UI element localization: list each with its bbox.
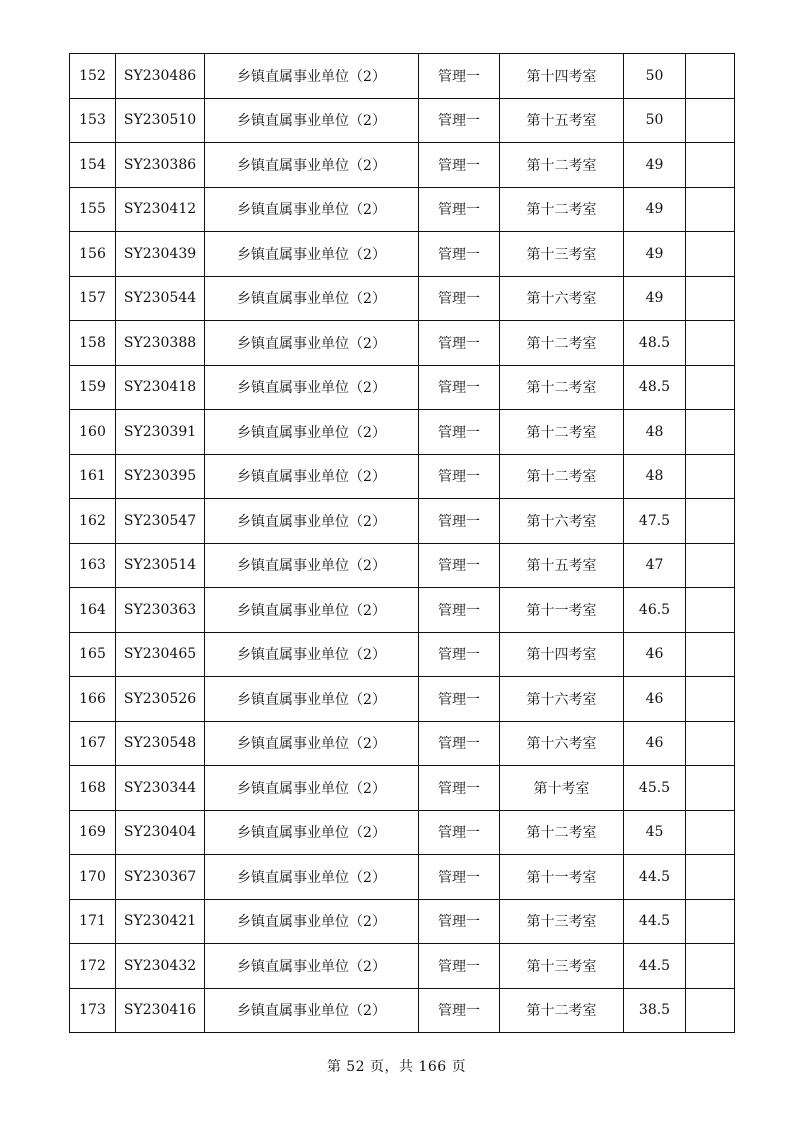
cell-seq: 165 bbox=[70, 632, 116, 677]
cell-position: 管理一 bbox=[419, 276, 500, 321]
cell-note bbox=[686, 54, 735, 99]
cell-exam-room: 第十二考室 bbox=[500, 988, 624, 1033]
cell-exam-id: SY230547 bbox=[116, 499, 205, 544]
cell-position: 管理一 bbox=[419, 143, 500, 188]
table-row bbox=[70, 54, 735, 99]
cell-note bbox=[686, 410, 735, 455]
cell-position: 管理一 bbox=[419, 98, 500, 143]
cell-note bbox=[686, 588, 735, 633]
cell-score: 46 bbox=[624, 677, 686, 722]
cell-score: 49 bbox=[624, 276, 686, 321]
cell-exam-id: SY230544 bbox=[116, 276, 205, 321]
cell-exam-id: SY230363 bbox=[116, 588, 205, 633]
cell-seq: 153 bbox=[70, 98, 116, 143]
cell-note bbox=[686, 187, 735, 232]
cell-unit: 乡镇直属事业单位（2） bbox=[205, 365, 419, 410]
cell-note bbox=[686, 276, 735, 321]
table-row bbox=[70, 232, 735, 277]
cell-note bbox=[686, 944, 735, 989]
cell-exam-id: SY230386 bbox=[116, 143, 205, 188]
cell-seq: 157 bbox=[70, 276, 116, 321]
cell-unit: 乡镇直属事业单位（2） bbox=[205, 143, 419, 188]
cell-exam-id: SY230418 bbox=[116, 365, 205, 410]
cell-unit: 乡镇直属事业单位（2） bbox=[205, 321, 419, 366]
table-row bbox=[70, 588, 735, 633]
table-row bbox=[70, 988, 735, 1033]
cell-position: 管理一 bbox=[419, 810, 500, 855]
cell-position: 管理一 bbox=[419, 766, 500, 811]
cell-score: 45.5 bbox=[624, 766, 686, 811]
table-row bbox=[70, 632, 735, 677]
cell-unit: 乡镇直属事业单位（2） bbox=[205, 98, 419, 143]
cell-exam-id: SY230421 bbox=[116, 899, 205, 944]
cell-score: 48 bbox=[624, 454, 686, 499]
cell-seq: 167 bbox=[70, 721, 116, 766]
cell-position: 管理一 bbox=[419, 54, 500, 99]
cell-exam-id: SY230395 bbox=[116, 454, 205, 499]
cell-note bbox=[686, 232, 735, 277]
cell-unit: 乡镇直属事业单位（2） bbox=[205, 810, 419, 855]
table-row bbox=[70, 499, 735, 544]
cell-exam-room: 第十考室 bbox=[500, 766, 624, 811]
cell-score: 46 bbox=[624, 632, 686, 677]
cell-score: 48 bbox=[624, 410, 686, 455]
cell-position: 管理一 bbox=[419, 499, 500, 544]
cell-score: 49 bbox=[624, 232, 686, 277]
cell-note bbox=[686, 988, 735, 1033]
table-row bbox=[70, 321, 735, 366]
table-row bbox=[70, 766, 735, 811]
cell-unit: 乡镇直属事业单位（2） bbox=[205, 54, 419, 99]
cell-exam-id: SY230465 bbox=[116, 632, 205, 677]
table-row bbox=[70, 899, 735, 944]
cell-position: 管理一 bbox=[419, 632, 500, 677]
cell-position: 管理一 bbox=[419, 543, 500, 588]
cell-exam-room: 第十一考室 bbox=[500, 588, 624, 633]
cell-note bbox=[686, 721, 735, 766]
cell-note bbox=[686, 766, 735, 811]
cell-exam-room: 第十二考室 bbox=[500, 143, 624, 188]
cell-position: 管理一 bbox=[419, 855, 500, 900]
cell-note bbox=[686, 143, 735, 188]
cell-exam-room: 第十六考室 bbox=[500, 499, 624, 544]
cell-score: 38.5 bbox=[624, 988, 686, 1033]
cell-unit: 乡镇直属事业单位（2） bbox=[205, 721, 419, 766]
cell-exam-room: 第十五考室 bbox=[500, 98, 624, 143]
cell-score: 50 bbox=[624, 54, 686, 99]
cell-exam-room: 第十四考室 bbox=[500, 54, 624, 99]
cell-seq: 162 bbox=[70, 499, 116, 544]
cell-score: 49 bbox=[624, 143, 686, 188]
cell-exam-id: SY230404 bbox=[116, 810, 205, 855]
cell-unit: 乡镇直属事业单位（2） bbox=[205, 187, 419, 232]
cell-unit: 乡镇直属事业单位（2） bbox=[205, 276, 419, 321]
cell-note bbox=[686, 98, 735, 143]
cell-exam-id: SY230514 bbox=[116, 543, 205, 588]
cell-exam-id: SY230367 bbox=[116, 855, 205, 900]
cell-unit: 乡镇直属事业单位（2） bbox=[205, 499, 419, 544]
table-row bbox=[70, 721, 735, 766]
cell-position: 管理一 bbox=[419, 988, 500, 1033]
table-row bbox=[70, 98, 735, 143]
table-row bbox=[70, 143, 735, 188]
cell-position: 管理一 bbox=[419, 454, 500, 499]
cell-position: 管理一 bbox=[419, 232, 500, 277]
table-row bbox=[70, 944, 735, 989]
table-row bbox=[70, 276, 735, 321]
cell-exam-room: 第十六考室 bbox=[500, 677, 624, 722]
cell-exam-id: SY230416 bbox=[116, 988, 205, 1033]
page-footer: 第 52 页，共 166 页 bbox=[326, 1059, 467, 1075]
table-row bbox=[70, 454, 735, 499]
cell-score: 47.5 bbox=[624, 499, 686, 544]
cell-seq: 154 bbox=[70, 143, 116, 188]
table-row bbox=[70, 187, 735, 232]
table-row bbox=[70, 855, 735, 900]
cell-score: 44.5 bbox=[624, 899, 686, 944]
cell-exam-room: 第十二考室 bbox=[500, 454, 624, 499]
table-row bbox=[70, 410, 735, 455]
cell-score: 48.5 bbox=[624, 365, 686, 410]
cell-exam-id: SY230548 bbox=[116, 721, 205, 766]
cell-exam-room: 第十五考室 bbox=[500, 543, 624, 588]
cell-unit: 乡镇直属事业单位（2） bbox=[205, 944, 419, 989]
cell-exam-room: 第十六考室 bbox=[500, 721, 624, 766]
cell-seq: 170 bbox=[70, 855, 116, 900]
cell-position: 管理一 bbox=[419, 365, 500, 410]
cell-score: 46.5 bbox=[624, 588, 686, 633]
cell-exam-room: 第十二考室 bbox=[500, 810, 624, 855]
cell-seq: 164 bbox=[70, 588, 116, 633]
table-row bbox=[70, 543, 735, 588]
cell-unit: 乡镇直属事业单位（2） bbox=[205, 899, 419, 944]
cell-seq: 173 bbox=[70, 988, 116, 1033]
cell-exam-id: SY230388 bbox=[116, 321, 205, 366]
cell-score: 44.5 bbox=[624, 855, 686, 900]
cell-exam-room: 第十二考室 bbox=[500, 187, 624, 232]
cell-position: 管理一 bbox=[419, 187, 500, 232]
cell-note bbox=[686, 321, 735, 366]
cell-unit: 乡镇直属事业单位（2） bbox=[205, 988, 419, 1033]
cell-seq: 160 bbox=[70, 410, 116, 455]
cell-score: 44.5 bbox=[624, 944, 686, 989]
cell-note bbox=[686, 499, 735, 544]
cell-seq: 163 bbox=[70, 543, 116, 588]
cell-exam-room: 第十六考室 bbox=[500, 276, 624, 321]
cell-score: 49 bbox=[624, 187, 686, 232]
cell-exam-room: 第十二考室 bbox=[500, 365, 624, 410]
cell-exam-id: SY230510 bbox=[116, 98, 205, 143]
cell-seq: 161 bbox=[70, 454, 116, 499]
cell-position: 管理一 bbox=[419, 321, 500, 366]
cell-exam-room: 第十一考室 bbox=[500, 855, 624, 900]
cell-note bbox=[686, 677, 735, 722]
cell-note bbox=[686, 810, 735, 855]
cell-score: 46 bbox=[624, 721, 686, 766]
table-row bbox=[70, 365, 735, 410]
cell-exam-room: 第十二考室 bbox=[500, 410, 624, 455]
cell-unit: 乡镇直属事业单位（2） bbox=[205, 632, 419, 677]
cell-exam-room: 第十三考室 bbox=[500, 232, 624, 277]
cell-score: 50 bbox=[624, 98, 686, 143]
cell-seq: 152 bbox=[70, 54, 116, 99]
results-table bbox=[69, 53, 735, 1033]
table-row bbox=[70, 677, 735, 722]
cell-unit: 乡镇直属事业单位（2） bbox=[205, 677, 419, 722]
table-row bbox=[70, 810, 735, 855]
cell-position: 管理一 bbox=[419, 899, 500, 944]
cell-score: 47 bbox=[624, 543, 686, 588]
cell-seq: 169 bbox=[70, 810, 116, 855]
cell-position: 管理一 bbox=[419, 588, 500, 633]
cell-note bbox=[686, 855, 735, 900]
cell-seq: 166 bbox=[70, 677, 116, 722]
results-table-body bbox=[70, 54, 735, 1033]
cell-exam-id: SY230344 bbox=[116, 766, 205, 811]
cell-note bbox=[686, 632, 735, 677]
cell-exam-id: SY230432 bbox=[116, 944, 205, 989]
cell-score: 45 bbox=[624, 810, 686, 855]
cell-exam-room: 第十四考室 bbox=[500, 632, 624, 677]
cell-position: 管理一 bbox=[419, 677, 500, 722]
cell-note bbox=[686, 899, 735, 944]
cell-exam-room: 第十二考室 bbox=[500, 321, 624, 366]
cell-exam-id: SY230486 bbox=[116, 54, 205, 99]
cell-exam-id: SY230391 bbox=[116, 410, 205, 455]
cell-unit: 乡镇直属事业单位（2） bbox=[205, 410, 419, 455]
cell-unit: 乡镇直属事业单位（2） bbox=[205, 766, 419, 811]
cell-position: 管理一 bbox=[419, 721, 500, 766]
cell-seq: 171 bbox=[70, 899, 116, 944]
cell-unit: 乡镇直属事业单位（2） bbox=[205, 232, 419, 277]
cell-note bbox=[686, 454, 735, 499]
cell-note bbox=[686, 543, 735, 588]
cell-seq: 172 bbox=[70, 944, 116, 989]
cell-note bbox=[686, 365, 735, 410]
cell-seq: 158 bbox=[70, 321, 116, 366]
cell-score: 48.5 bbox=[624, 321, 686, 366]
cell-position: 管理一 bbox=[419, 944, 500, 989]
cell-position: 管理一 bbox=[419, 410, 500, 455]
cell-exam-room: 第十三考室 bbox=[500, 944, 624, 989]
cell-seq: 156 bbox=[70, 232, 116, 277]
cell-unit: 乡镇直属事业单位（2） bbox=[205, 588, 419, 633]
cell-seq: 159 bbox=[70, 365, 116, 410]
cell-exam-id: SY230439 bbox=[116, 232, 205, 277]
cell-unit: 乡镇直属事业单位（2） bbox=[205, 454, 419, 499]
cell-unit: 乡镇直属事业单位（2） bbox=[205, 855, 419, 900]
cell-seq: 168 bbox=[70, 766, 116, 811]
cell-exam-id: SY230412 bbox=[116, 187, 205, 232]
cell-unit: 乡镇直属事业单位（2） bbox=[205, 543, 419, 588]
cell-exam-room: 第十三考室 bbox=[500, 899, 624, 944]
cell-seq: 155 bbox=[70, 187, 116, 232]
cell-exam-id: SY230526 bbox=[116, 677, 205, 722]
